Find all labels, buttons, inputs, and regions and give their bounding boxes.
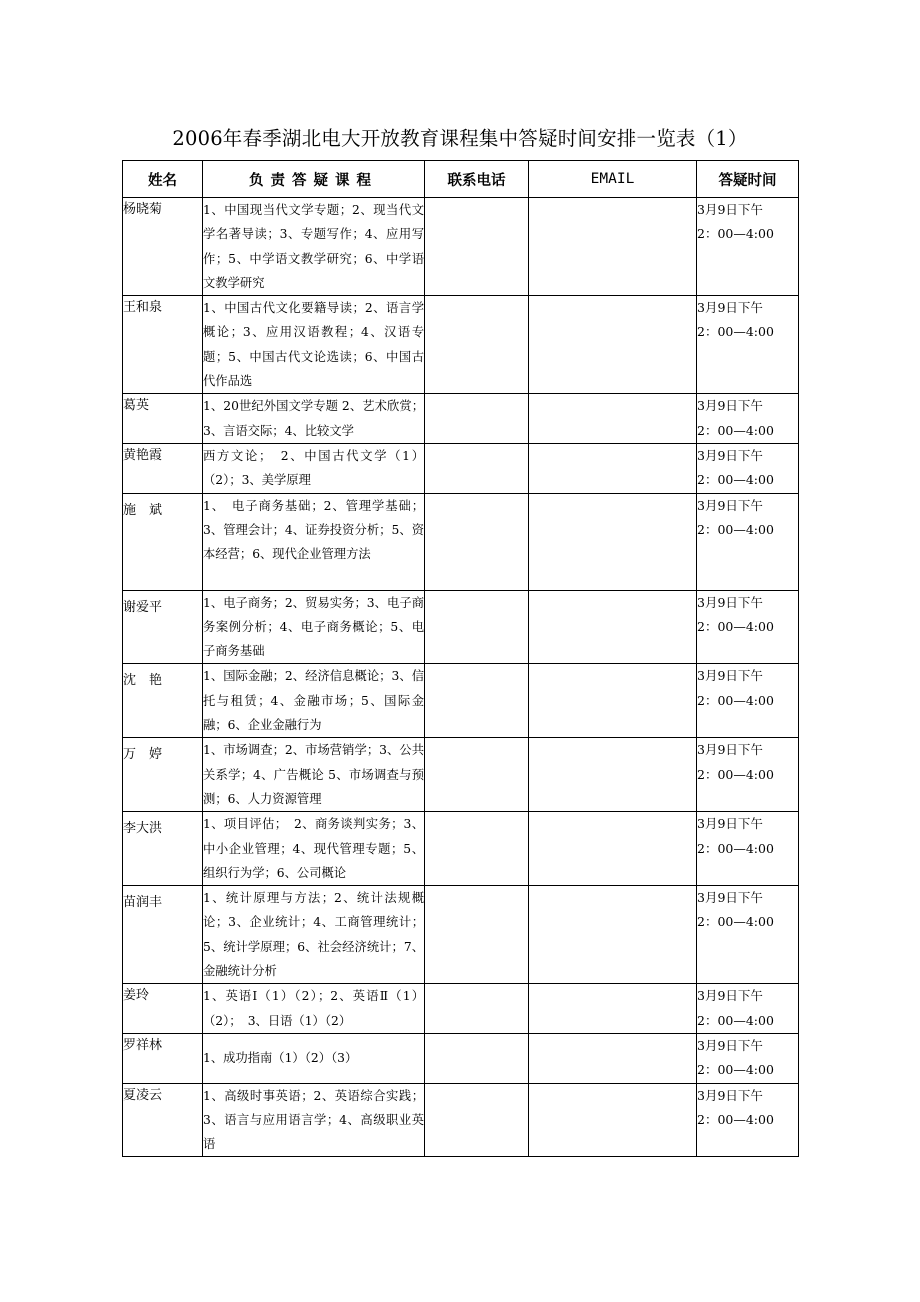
email-cell — [529, 493, 697, 590]
email-cell — [529, 738, 697, 812]
email-cell — [529, 443, 697, 493]
teacher-name: 沈 艳 — [123, 664, 203, 738]
time-range: 2：00—4:00 — [697, 521, 774, 537]
table-row — [123, 590, 799, 664]
time-cell — [697, 812, 799, 886]
course-list: 1、国际金融；2、经济信息概论；3、信托与租赁；4、金融市场；5、国际金融；6、企业金融行为 — [203, 664, 425, 738]
email-cell — [529, 198, 697, 296]
header-phone: 联系电话 — [425, 161, 529, 198]
teacher-name: 王和泉 — [123, 296, 203, 394]
time-range: 2：00—4:00 — [697, 1111, 774, 1127]
time-range: 2：00—4:00 — [697, 1012, 774, 1028]
table-row — [123, 198, 799, 296]
email-cell — [529, 1083, 697, 1157]
teacher-name: 杨晓菊 — [123, 198, 203, 296]
teacher-name: 苗润丰 — [123, 886, 203, 984]
table-row — [123, 493, 799, 590]
time-cell — [697, 664, 799, 738]
table-row — [123, 1083, 799, 1157]
teacher-name: 万 婷 — [123, 738, 203, 812]
time-date: 3月9日下午 — [697, 816, 763, 832]
time-cell — [697, 984, 799, 1034]
phone-cell — [425, 1033, 529, 1083]
phone-cell — [425, 394, 529, 444]
time-cell — [697, 1033, 799, 1083]
table-row — [123, 1033, 799, 1083]
teacher-name: 夏凌云 — [123, 1083, 203, 1157]
time-date: 3月9日下午 — [697, 447, 763, 463]
table-row — [123, 886, 799, 984]
email-cell — [529, 296, 697, 394]
time-range: 2：00—4:00 — [697, 618, 774, 634]
phone-cell — [425, 984, 529, 1034]
phone-cell — [425, 738, 529, 812]
time-date: 3月9日下午 — [697, 594, 763, 610]
course-list: 1、英语Ⅰ（1）（2）；2、英语Ⅱ（1）（2）； 3、日语（1）（2） — [203, 984, 425, 1034]
table-row — [123, 984, 799, 1034]
time-range: 2：00—4:00 — [697, 914, 774, 930]
course-list: 1、统计原理与方法；2、统计法规概论；3、企业统计；4、工商管理统计；5、统计学原理；6、社会经济统计；7、金融统计分析 — [203, 886, 425, 984]
time-cell — [697, 738, 799, 812]
schedule-table — [122, 160, 799, 1157]
time-date: 3月9日下午 — [697, 497, 763, 513]
email-cell — [529, 886, 697, 984]
teacher-name: 李大洪 — [123, 812, 203, 886]
teacher-name: 罗祥林 — [123, 1033, 203, 1083]
teacher-name: 谢爱平 — [123, 590, 203, 664]
time-range: 2：00—4:00 — [697, 1062, 774, 1078]
time-range: 2：00—4:00 — [697, 766, 774, 782]
time-date: 3月9日下午 — [697, 890, 763, 906]
time-range: 2：00—4:00 — [697, 226, 774, 242]
table-row — [123, 738, 799, 812]
time-cell — [697, 443, 799, 493]
time-range: 2：00—4:00 — [697, 472, 774, 488]
email-cell — [529, 1033, 697, 1083]
time-date: 3月9日下午 — [697, 1037, 763, 1053]
time-date: 3月9日下午 — [697, 668, 763, 684]
teacher-name: 黄艳霞 — [123, 443, 203, 493]
phone-cell — [425, 198, 529, 296]
phone-cell — [425, 590, 529, 664]
time-date: 3月9日下午 — [697, 988, 763, 1004]
time-cell — [697, 296, 799, 394]
header-name: 姓名 — [123, 161, 203, 198]
time-date: 3月9日下午 — [697, 398, 763, 414]
phone-cell — [425, 493, 529, 590]
time-cell — [697, 1083, 799, 1157]
phone-cell — [425, 886, 529, 984]
time-range: 2：00—4:00 — [697, 324, 774, 340]
table-row — [123, 812, 799, 886]
time-date: 3月9日下午 — [697, 1087, 763, 1103]
email-cell — [529, 590, 697, 664]
phone-cell — [425, 812, 529, 886]
email-cell — [529, 812, 697, 886]
teacher-name: 施 斌 — [123, 493, 203, 590]
header-courses: 负责答疑课程 — [203, 161, 425, 198]
time-date: 3月9日下午 — [697, 300, 763, 316]
header-time: 答疑时间 — [697, 161, 799, 198]
time-cell — [697, 493, 799, 590]
teacher-name: 姜玲 — [123, 984, 203, 1034]
course-list: 1、成功指南（1）（2）（3） — [203, 1033, 425, 1083]
time-cell — [697, 886, 799, 984]
phone-cell — [425, 664, 529, 738]
email-cell — [529, 394, 697, 444]
course-list: 1、市场调查；2、市场营销学；3、公共关系学；4、广告概论 5、市场调查与预测；6、人力资源管理 — [203, 738, 425, 812]
table-row — [123, 664, 799, 738]
course-list: 1、中国现当代文学专题；2、现当代文学名著导读；3、专题写作；4、应用写作；5、中学语文教学研究；6、中学语文教学研究 — [203, 198, 425, 296]
phone-cell — [425, 1083, 529, 1157]
table-row — [123, 443, 799, 493]
time-cell — [697, 198, 799, 296]
email-cell — [529, 664, 697, 738]
table-header-row — [123, 161, 799, 198]
course-list: 1、20世纪外国文学专题 2、艺术欣赏；3、言语交际；4、比较文学 — [203, 394, 425, 444]
course-list: 1、高级时事英语；2、英语综合实践；3、语言与应用语言学；4、高级职业英语 — [203, 1083, 425, 1157]
time-range: 2：00—4:00 — [697, 692, 774, 708]
time-date: 3月9日下午 — [697, 742, 763, 758]
phone-cell — [425, 443, 529, 493]
teacher-name: 葛英 — [123, 394, 203, 444]
course-list: 1、电子商务；2、贸易实务；3、电子商务案例分析；4、电子商务概论；5、电子商务基础 — [203, 590, 425, 664]
table-row — [123, 296, 799, 394]
header-email: EMAIL — [529, 161, 697, 198]
table-row — [123, 394, 799, 444]
phone-cell — [425, 296, 529, 394]
email-cell — [529, 984, 697, 1034]
time-range: 2：00—4:00 — [697, 840, 774, 856]
time-cell — [697, 590, 799, 664]
time-cell — [697, 394, 799, 444]
page-title: 2006年春季湖北电大开放教育课程集中答疑时间安排一览表（1） — [172, 127, 748, 150]
course-list: 1、 电子商务基础；2、管理学基础；3、管理会计；4、证券投资分析；5、资本经营；6、现代企业管理方法 — [203, 493, 425, 590]
course-list: 1、中国古代文化要籍导读；2、语言学概论；3、应用汉语教程；4、汉语专题；5、中国古代文论选读；6、中国古代作品选 — [203, 296, 425, 394]
course-list: 西方文论； 2、中国古代文学（1）（2）；3、美学原理 — [203, 443, 425, 493]
time-date: 3月9日下午 — [697, 202, 763, 217]
time-range: 2：00—4:00 — [697, 422, 774, 438]
course-list: 1、项目评估； 2、商务谈判实务；3、中小企业管理；4、现代管理专题；5、组织行为学；6、公司概论 — [203, 812, 425, 886]
